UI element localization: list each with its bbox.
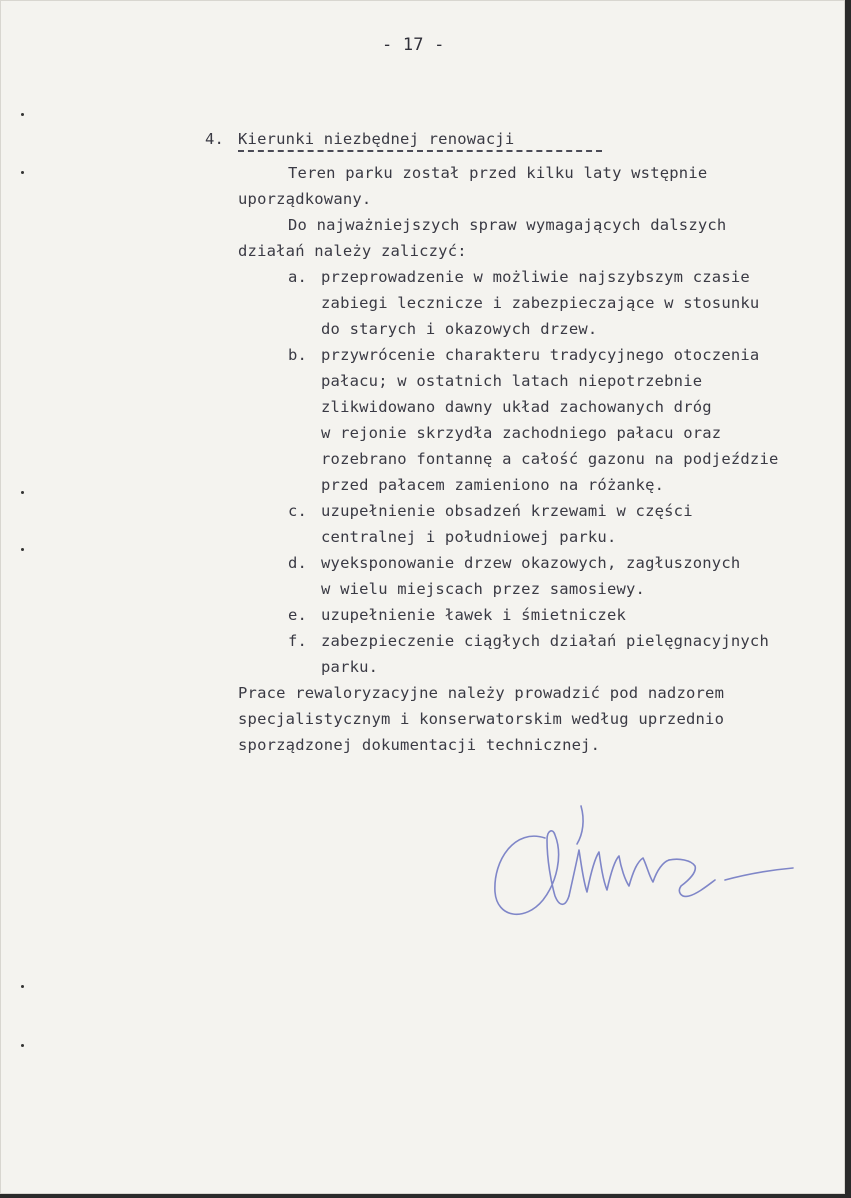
list-item-line: zlikwidowano dawny układ zachowanych dróg bbox=[321, 398, 712, 416]
list-item-label: c. bbox=[288, 502, 308, 520]
handwritten-signature bbox=[485, 800, 805, 930]
list-item-label: b. bbox=[288, 346, 308, 364]
list-item-line: uzupełnienie obsadzeń krzewami w części bbox=[321, 502, 693, 520]
section-title: Kierunki niezbędnej renowacji bbox=[238, 130, 515, 148]
intro-line: Teren parku został przed kilku laty wstępnie bbox=[288, 164, 708, 182]
intro-line: uporządkowany. bbox=[238, 190, 372, 208]
punch-hole-mark bbox=[21, 491, 24, 494]
punch-hole-mark bbox=[21, 171, 24, 174]
list-item-line: pałacu; w ostatnich latach niepotrzebnie bbox=[321, 372, 703, 390]
page-number: - 17 - bbox=[382, 35, 445, 55]
list-item-line: centralnej i południowej parku. bbox=[321, 528, 617, 546]
punch-hole-mark bbox=[21, 985, 24, 988]
list-item-line: przywrócenie charakteru tradycyjnego otoczenia bbox=[321, 346, 760, 364]
list-item-line: przed pałacem zamieniono na różankę. bbox=[321, 476, 665, 494]
list-item-line: przeprowadzenie w możliwie najszybszym czasie bbox=[321, 268, 750, 286]
lead-line: działań należy zaliczyć: bbox=[238, 242, 467, 260]
list-item-line: rozebrano fontannę a całość gazonu na podjeździe bbox=[321, 450, 779, 468]
list-item-line: wyeksponowanie drzew okazowych, zagłuszonych bbox=[321, 554, 741, 572]
list-item-label: f. bbox=[288, 632, 308, 650]
closing-line: sporządzonej dokumentacji technicznej. bbox=[238, 736, 601, 754]
list-item-label: e. bbox=[288, 606, 308, 624]
list-item-line: w rejonie skrzydła zachodniego pałacu oraz bbox=[321, 424, 722, 442]
list-item-line: do starych i okazowych drzew. bbox=[321, 320, 598, 338]
closing-line: specjalistycznym i konserwatorskim według uprzednio bbox=[238, 710, 725, 728]
lead-line: Do najważniejszych spraw wymagających dalszych bbox=[288, 216, 727, 234]
list-item-label: d. bbox=[288, 554, 308, 572]
list-item-line: parku. bbox=[321, 658, 379, 676]
list-item-line: zabiegi lecznicze i zabezpieczające w stosunku bbox=[321, 294, 760, 312]
list-item-line: w wielu miejscach przez samosiewy. bbox=[321, 580, 646, 598]
punch-hole-mark bbox=[21, 548, 24, 551]
list-item-line: uzupełnienie ławek i śmietniczek bbox=[321, 606, 627, 624]
punch-hole-mark bbox=[21, 1044, 24, 1047]
closing-line: Prace rewaloryzacyjne należy prowadzić pod nadzorem bbox=[238, 684, 725, 702]
list-item-label: a. bbox=[288, 268, 308, 286]
section-number: 4. bbox=[205, 130, 225, 148]
list-item-line: zabezpieczenie ciągłych działań pielęgnacyjnych bbox=[321, 632, 769, 650]
section-title-underline bbox=[238, 150, 602, 152]
punch-hole-mark bbox=[21, 113, 24, 116]
